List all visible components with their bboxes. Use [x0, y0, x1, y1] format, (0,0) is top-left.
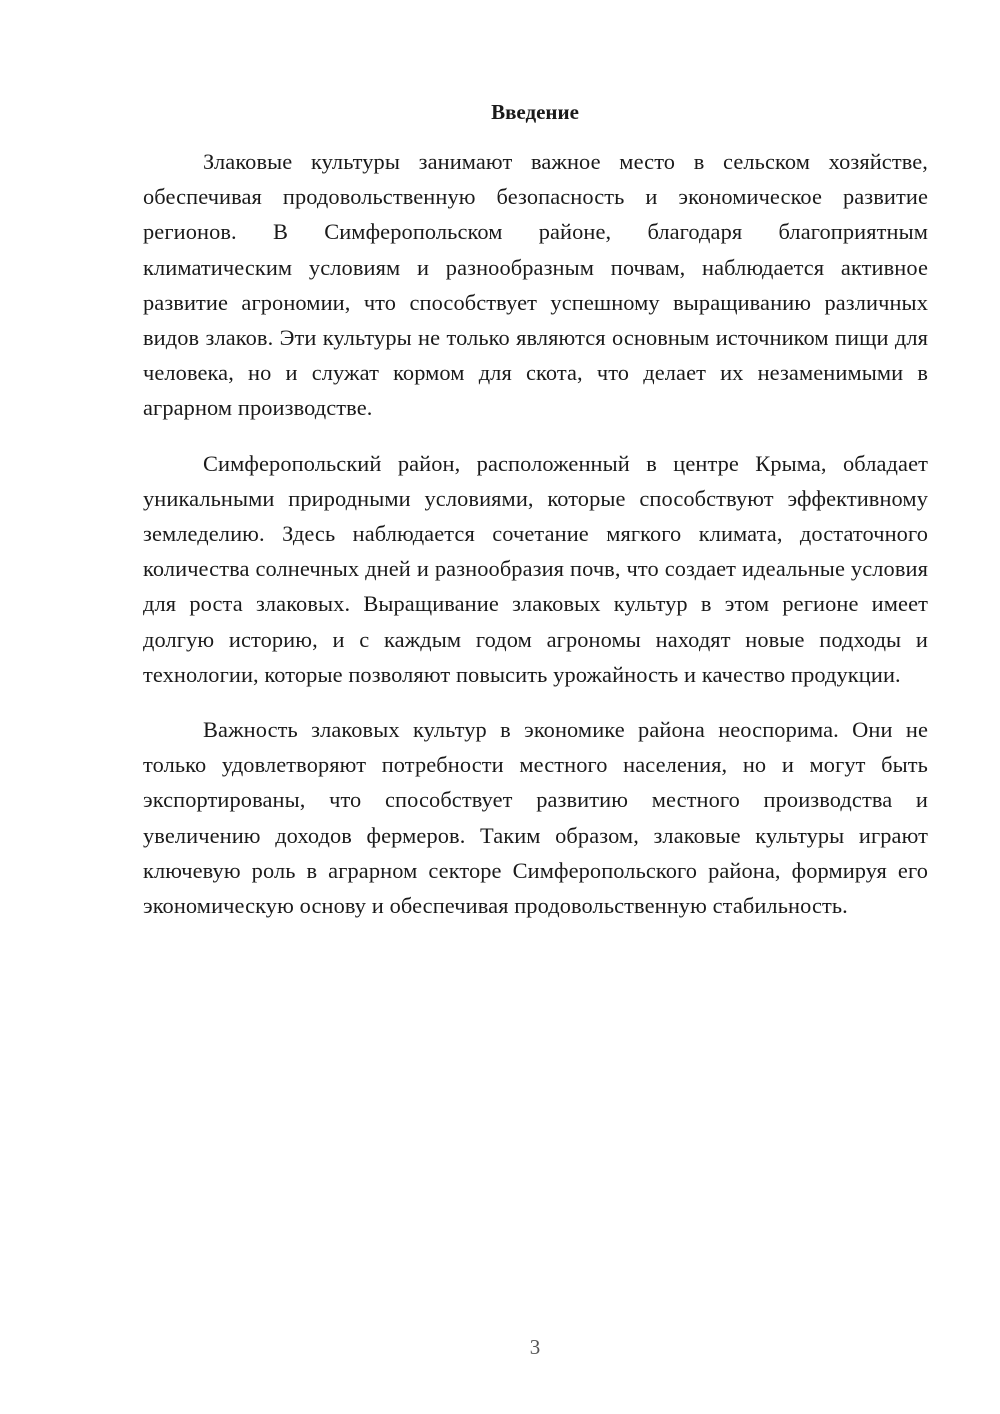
body-text — [143, 144, 928, 943]
section-heading: Введение — [491, 100, 579, 124]
paragraph-2: Симферопольский район, расположенный в центре Крыма, обладает уникальными природными условиями, которые способствуют эффективному земледелию. Здесь наблюдается сочетание мягкого климата, достаточного количества солнечных дней и разнообразия почв, что создает идеальные условия для роста злаковых. Выращивание злаковых культур в этом регионе имеет долгую историю, и с каждым годом агрономы находят новые подходы и технологии, которые позволяют повысить урожайность и качество продукции. — [143, 450, 928, 687]
paragraph-3: Важность злаковых культур в экономике района неоспорима. Они не только удовлетворяют потребности местного населения, но и могут быть экспортированы, что способствует развитию местного производства и увеличению доходов фермеров. Таким образом, злаковые культуры играют ключевую роль в аграрном секторе Симферопольского района, формируя его экономическую основу и обеспечивая продовольственную стабильность. — [143, 717, 928, 919]
page-number: 3 — [529, 1335, 541, 1359]
paragraph-1: Злаковые культуры занимают важное место в сельском хозяйстве, обеспечивая продовольственную безопасность и экономическое развитие регионов. В Симферопольском районе, благодаря благоприятным климатическим условиям и разнообразным почвам, наблюдается активное развитие агрономии, что способствует успешному выращиванию различных видов злаков. Эти культуры не только являются основным источником пищи для человека, но и служат кормом для скота, что делает их незаменимыми в аграрном производстве. — [143, 149, 928, 421]
